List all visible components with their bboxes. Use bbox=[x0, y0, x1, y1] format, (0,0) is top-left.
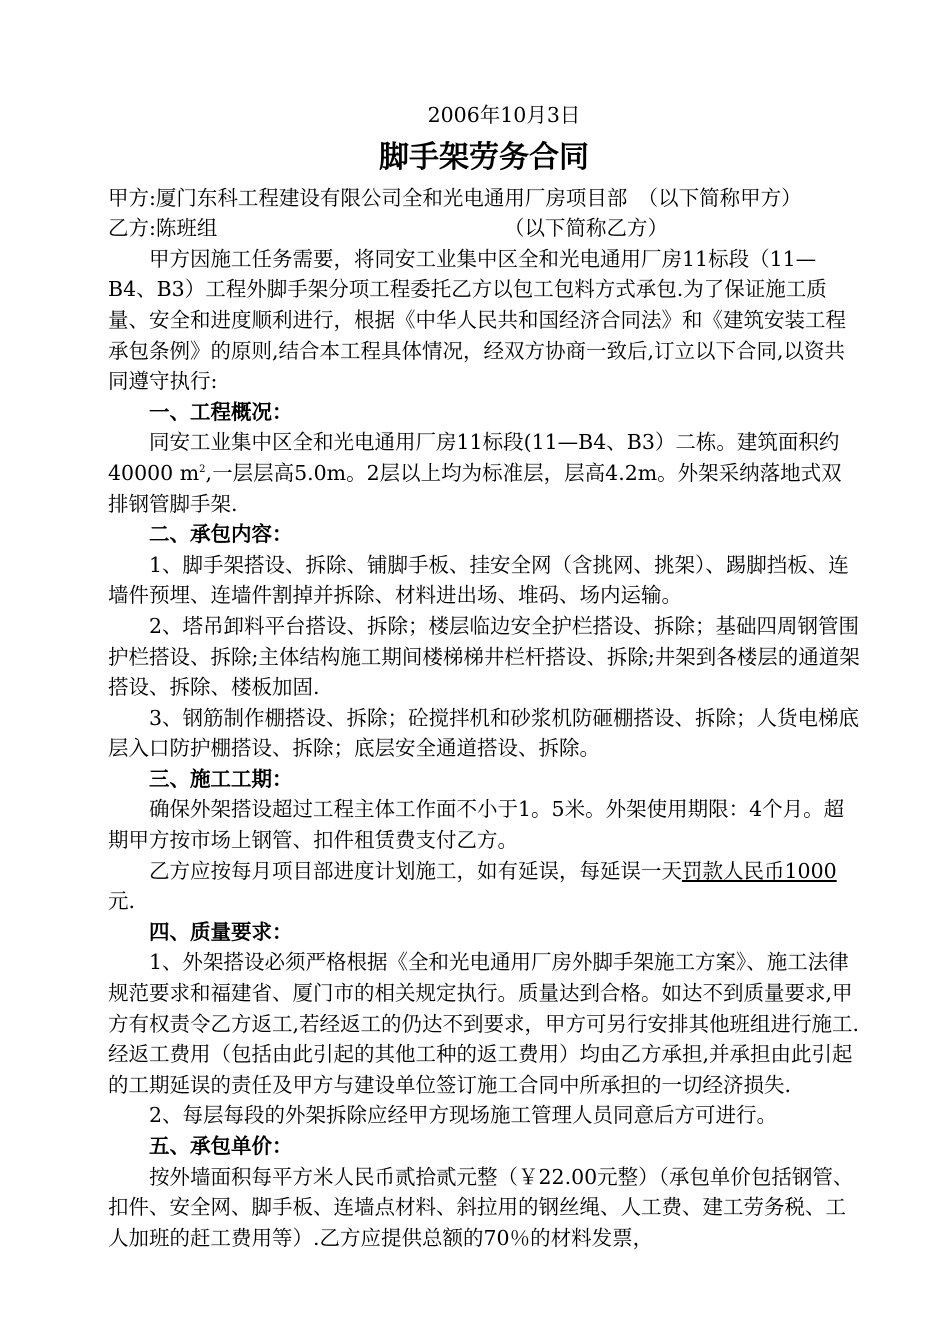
section-1-heading: 一、工程概况： bbox=[149, 399, 293, 424]
section-2-item-3: 3、钢筋制作棚搭设、拆除；砼搅拌机和砂浆机防砸棚搭设、拆除；人货电梯底层入口防护棚搭设、拆除；底层安全通道搭设、拆除。 bbox=[108, 705, 860, 761]
party-a: 甲方:厦门东科工程建设有限公司全和光电通用厂房项目部 （以下简称甲方） bbox=[108, 185, 802, 210]
party-b-name: 乙方:陈班组 bbox=[108, 216, 218, 241]
section-3-heading: 三、施工工期： bbox=[149, 766, 293, 791]
section-1-text-b: ,一层层高5.0m。2层以上均为标准层，层高4.2m。外架采纳落地式双排钢管脚手架. bbox=[108, 460, 842, 516]
section-3-para-2-a: 乙方应按每月项目部进度计划施工，如有延误，每延误一天 bbox=[149, 858, 682, 883]
section-3-para-1: 确保外架搭设超过工程主体工作面不小于1。5米。外架使用期限：4个月。超期甲方按市场上钢管、扣件租赁费支付乙方。 bbox=[108, 797, 845, 853]
party-b-note: （以下简称乙方） bbox=[504, 216, 668, 241]
section-1-superscript: 2 bbox=[199, 464, 206, 476]
section-1-text-a: 同安工业集中区全和光电通用厂房11标段(11—B4、B3）二栋。建筑面积约40000 m bbox=[108, 430, 840, 485]
contract-date: 2006年10月3日 bbox=[427, 103, 581, 127]
section-4-heading: 四、质量要求： bbox=[149, 919, 293, 944]
section-2-item-2: 2、塔吊卸料平台搭设、拆除；楼层临边安全护栏搭设、拆除；基础四周钢管围护栏搭设、拆除;主体结构施工期间楼梯梯井栏杆搭设、拆除;井架到各楼层的通道架搭设、拆除、楼板加固. bbox=[108, 613, 860, 700]
section-3-para-2 bbox=[108, 856, 860, 917]
section-3-para-2-b: 元. bbox=[108, 889, 136, 914]
section-2-item-1: 1、脚手架搭设、拆除、铺脚手板、挂安全网（含挑网、挑架）、踢脚挡板、连墙件预埋、连墙件割掉并拆除、材料进出场、堆码、场内运输。 bbox=[108, 552, 849, 608]
party-b bbox=[108, 213, 860, 244]
section-4-item-2: 2、每层每段的外架拆除应经甲方现场施工管理人员同意后方可进行。 bbox=[149, 1103, 778, 1128]
section-5-para-1: 按外墙面积每平方米人民币贰拾贰元整（￥22.00元整）（承包单价包括钢管、扣件、安全网、脚手板、连墙点材料、斜拉用的钢丝绳、人工费、建工劳务税、工人加班的赶工费用等）.乙方应提供总额的70％的材料发票， bbox=[108, 1164, 854, 1250]
contract-title: 脚手架劳务合同 bbox=[379, 139, 589, 175]
section-4-item-1: 1、外架搭设必须严格根据《全和光电通用厂房外脚手架施工方案》、施工法律规范要求和福建省、厦门市的相关规定执行。质量达到合格。如达不到质量要求,甲方有权责令乙方返工,若经返工的仍达不到要求，甲方可另行安排其他班组进行施工.经返工费用（包括由此引起的其他工种的返工费用）均由乙方承担,并承担由此引起的工期延误的责任及甲方与建设单位签订施工合同中所承担的一切经济损失. bbox=[108, 950, 860, 1097]
section-5-heading: 五、承包单价： bbox=[149, 1134, 293, 1158]
section-2-heading: 二、承包内容： bbox=[149, 522, 293, 547]
penalty-label: 罚款人民币 bbox=[682, 858, 785, 883]
section-1-text bbox=[108, 427, 860, 519]
intro-paragraph: 甲方因施工任务需要，将同安工业集中区全和光电通用厂房11标段（11—B4、B3）工程外脚手架分项工程委托乙方以包工包料方式承包.为了保证施工质量、安全和进度顺利进行，根据《中华人民共和国经济合同法》和《建筑安装工程承包条例》的原则,结合本工程具体情况，经双方协商一致后,订立以下合同,以资共同遵守执行: bbox=[108, 246, 846, 394]
penalty-amount: 1000 bbox=[784, 858, 837, 883]
contract-page bbox=[108, 100, 860, 1253]
